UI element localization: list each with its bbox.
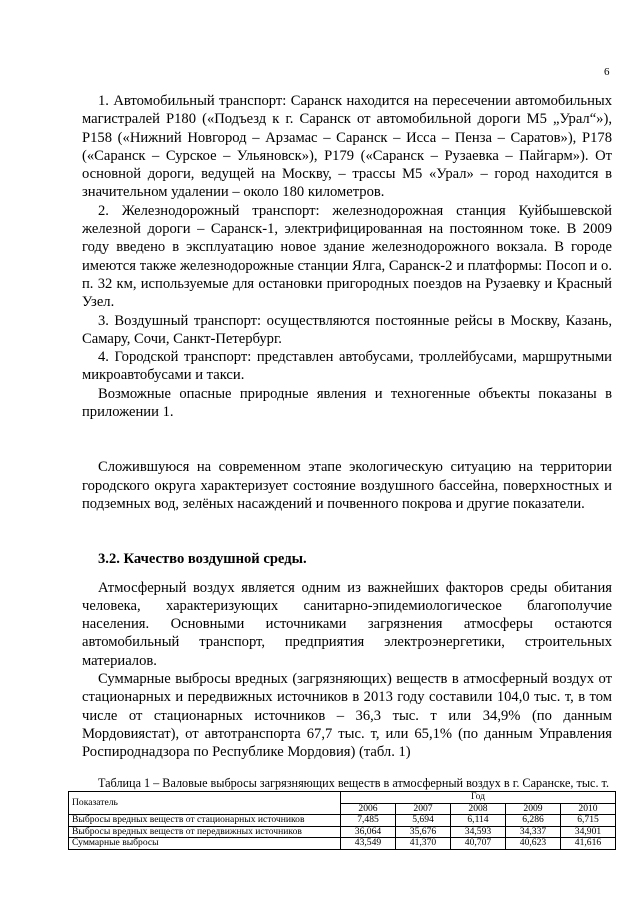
table-caption: Таблица 1 – Валовые выбросы загрязняющих веществ в атмосферный воздух в г. Саранске, тыс. т. (98, 775, 610, 790)
value-cell: 34,593 (451, 826, 506, 838)
value-cell: 36,064 (341, 826, 396, 838)
value-cell: 40,707 (451, 838, 506, 850)
year-cell: 2006 (341, 803, 396, 815)
year-cell: 2010 (561, 803, 616, 815)
row-label: Выбросы вредных веществ от передвижных источников (69, 826, 341, 838)
paragraph-air-transport: 3. Воздушный транспорт: осуществляются постоянные рейсы в Москву, Казань, Самару, Сочи, Санкт-Петербург. (82, 312, 612, 347)
paragraph-air-intro: Атмосферный воздух является одним из важнейших факторов среды обитания человека, характеризующих санитарно-эпидемиологическое благополучие населения. Основными источниками загрязнения атмосферы остаются автомобильный транспорт, предприятия электроэнергетики, строительных материалов. (82, 579, 612, 669)
value-cell: 6,114 (451, 815, 506, 827)
emissions-table (68, 791, 616, 850)
value-cell: 6,286 (506, 815, 561, 827)
value-cell: 43,549 (341, 838, 396, 850)
spacer (82, 421, 612, 458)
value-cell: 35,676 (396, 826, 451, 838)
year-cell: 2008 (451, 803, 506, 815)
value-cell: 5,694 (396, 815, 451, 827)
row-label: Суммарные выбросы (69, 838, 341, 850)
value-cell: 6,715 (561, 815, 616, 827)
value-cell: 40,623 (506, 838, 561, 850)
header-indicator: Показатель (69, 792, 341, 815)
header-year: Год (341, 792, 616, 804)
paragraph-rail-transport: 2. Железнодорожный транспорт: железнодорожная станция Куйбышевской железной дороги – Саранск-1, электрифицированная на постоянном токе. В 2009 году введено в эксплуатацию новое здание железнодорожного вокзала. В городе имеются также железнодорожные станции Ялга, Саранск-2 и платформы: Посоп и о. п. 32 км, используемые для остановки пригородных поездов на Рузаевку и Красный Узел. (82, 202, 612, 311)
spacer (82, 513, 612, 550)
year-cell: 2007 (396, 803, 451, 815)
spacer (82, 569, 612, 579)
paragraph-air-emissions: Суммарные выбросы вредных (загрязняющих) веществ в атмосферный воздух от стационарных и передвижных источников в 2013 году составили 104,0 тыс. т, в том числе от стационарных источников – 36,3 тыс. т или 34,9% (по данным Мордовиястат), от автотранспорта 67,7 тыс. т, или 65,1% (по данным Управления Роспироднадзора по Республике Мордовия) (табл. 1) (82, 671, 612, 761)
table-header-row (69, 792, 616, 804)
value-cell: 34,337 (506, 826, 561, 838)
value-cell: 41,616 (561, 838, 616, 850)
value-cell: 34,901 (561, 826, 616, 838)
table-row (69, 826, 616, 838)
paragraph-road-transport: 1. Автомобильный транспорт: Саранск находится на пересечении автомобильных магистралей Р180 («Подъезд к г. Саранск от автомобильной дороги М5 „Урал“»), Р158 («Нижний Новгород – Арзамас – Саранск – Исса – Пенза – Саратов»), Р178 («Саранск – Сурское – Ульяновск»), Р179 («Саранск – Рузаевка – Пайгарм»). От основной дороги, ведущей на Москву, – трассы М5 «Урал» – город находится в значительном удалении – около 180 километров. (82, 93, 612, 201)
paragraph-hazards: Возможные опасные природные явления и техногенные объекты показаны в приложении 1. (82, 385, 612, 421)
document-body (72, 92, 612, 850)
section-heading: 3.2. Качество воздушной среды. (98, 551, 307, 568)
row-label: Выбросы вредных веществ от стационарных источников (69, 815, 341, 827)
paragraph-ecology: Сложившуюся на современном этапе экологическую ситуацию на территории городского округа характеризует состояние воздушного бассейна, поверхностных и подземных вод, зелёных насаждений и почвенного покрова и другие показатели. (82, 459, 612, 512)
table-row (69, 838, 616, 850)
value-cell: 41,370 (396, 838, 451, 850)
value-cell: 7,485 (341, 815, 396, 827)
table-row (69, 815, 616, 827)
paragraph-city-transport: 4. Городской транспорт: представлен автобусами, троллейбусами, маршрутными микроавтобусами и такси. (82, 349, 612, 384)
page-number: 6 (604, 66, 610, 78)
year-cell: 2009 (506, 803, 561, 815)
